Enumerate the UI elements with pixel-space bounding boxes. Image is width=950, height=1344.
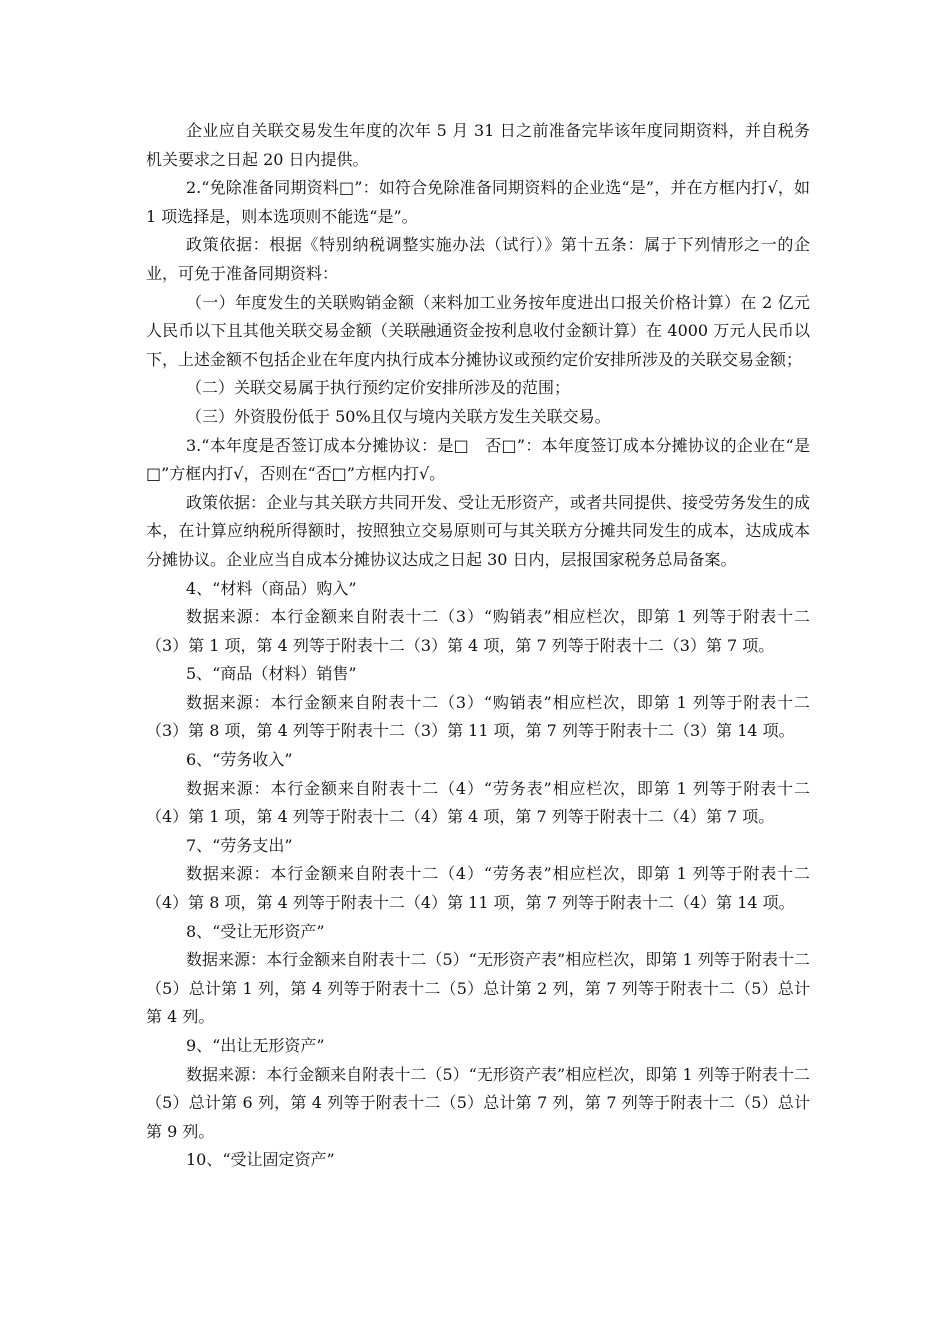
paragraph-item-5-heading: 5、“商品（材料）销售” (186, 664, 357, 684)
paragraph-item-5-source: 数据来源：本行金额来自附表十二（3）“购销表”相应栏次，即第 1 列等于附表十二（3）第 8 项，第 4 列等于附表十二（3）第 11 项，第 7 列等于附表十二（3）第 14 项。 (146, 692, 810, 741)
paragraph-item-10-heading: 10、“受让固定资产” (186, 1150, 335, 1170)
document-body (146, 117, 810, 1175)
paragraph-condition-2: （二）关联交易属于执行预约定价安排所涉及的范围； (186, 378, 571, 398)
paragraph-deadline: 企业应自关联交易发生年度的次年 5 月 31 日之前准备完毕该年度同期资料，并自税务机关要求之日起 20 日内提供。 (146, 121, 810, 169)
paragraph-item-2: 2.“免除准备同期资料□”：如符合免除准备同期资料的企业选“是”，并在方框内打√，如 1 项选择是，则本选项则不能选“是”。 (146, 178, 810, 226)
paragraph-item-8-heading: 8、“受让无形资产” (186, 921, 325, 941)
paragraph-item-9-heading: 9、“出让无形资产” (186, 1036, 325, 1055)
paragraph-item-6-source: 数据来源：本行金额来自附表十二（4）“劳务表”相应栏次，即第 1 列等于附表十二（4）第 1 项，第 4 列等于附表十二（4）第 4 项，第 7 列等于附表十二（4）第 7 项。 (146, 778, 810, 827)
paragraph-item-4-source: 数据来源：本行金额来自附表十二（3）“购销表”相应栏次，即第 1 列等于附表十二（3）第 1 项，第 4 列等于附表十二（3）第 4 项，第 7 列等于附表十二（3）第 7 项。 (146, 607, 810, 655)
paragraph-condition-1: （一）年度发生的关联购销金额（来料加工业务按年度进出口报关价格计算）在 2 亿元人民币以下且其他关联交易金额（关联融通资金按利息收付金额计算）在 4000 万元人民币以下，上述金额不包括企业在年度内执行成本分摊协议或预约定价安排所涉及的关联交易金额； (146, 292, 810, 369)
paragraph-item-9-source: 数据来源：本行金额来自附表十二（5）“无形资产表”相应栏次，即第 1 列等于附表十二（5）总计第 6 列，第 4 列等于附表十二（5）总计第 7 列，第 7 列等于附表十二（5）总计第 9 列。 (146, 1064, 810, 1141)
paragraph-item-4-heading: 4、“材料（商品）购入” (186, 578, 357, 598)
paragraph-item-3: 3.“本年度是否签订成本分摊协议：是□ 否□”：本年度签订成本分摊协议的企业在“是□”方框内打√，否则在“否□”方框内打√。 (146, 435, 810, 484)
paragraph-item-7-heading: 7、“劳务支出” (186, 835, 293, 855)
paragraph-item-7-source: 数据来源：本行金额来自附表十二（4）“劳务表”相应栏次，即第 1 列等于附表十二（4）第 8 项，第 4 列等于附表十二（4）第 11 项，第 7 列等于附表十二（4）第 14 项。 (146, 864, 810, 913)
paragraph-condition-3: （三）外资股份低于 50%且仅与境内关联方发生关联交易。 (186, 406, 611, 426)
paragraph-item-8-source: 数据来源：本行金额来自附表十二（5）“无形资产表”相应栏次，即第 1 列等于附表十二（5）总计第 1 列，第 4 列等于附表十二（5）总计第 2 列，第 7 列等于附表十二（5）总计第 4 列。 (146, 950, 810, 1027)
paragraph-policy-basis-2: 政策依据：企业与其关联方共同开发、受让无形资产，或者共同提供、接受劳务发生的成本，在计算应纳税所得额时，按照独立交易原则可与其关联方分摊共同发生的成本，达成成本分摊协议。企业应当自成本分摊协议达成之日起 30 日内，层报国家税务总局备案。 (146, 492, 811, 569)
paragraph-policy-basis-1: 政策依据：根据《特别纳税调整实施办法（试行）》第十五条：属于下列情形之一的企业，可免于准备同期资料： (146, 235, 810, 283)
paragraph-item-6-heading: 6、“劳务收入” (186, 750, 293, 770)
